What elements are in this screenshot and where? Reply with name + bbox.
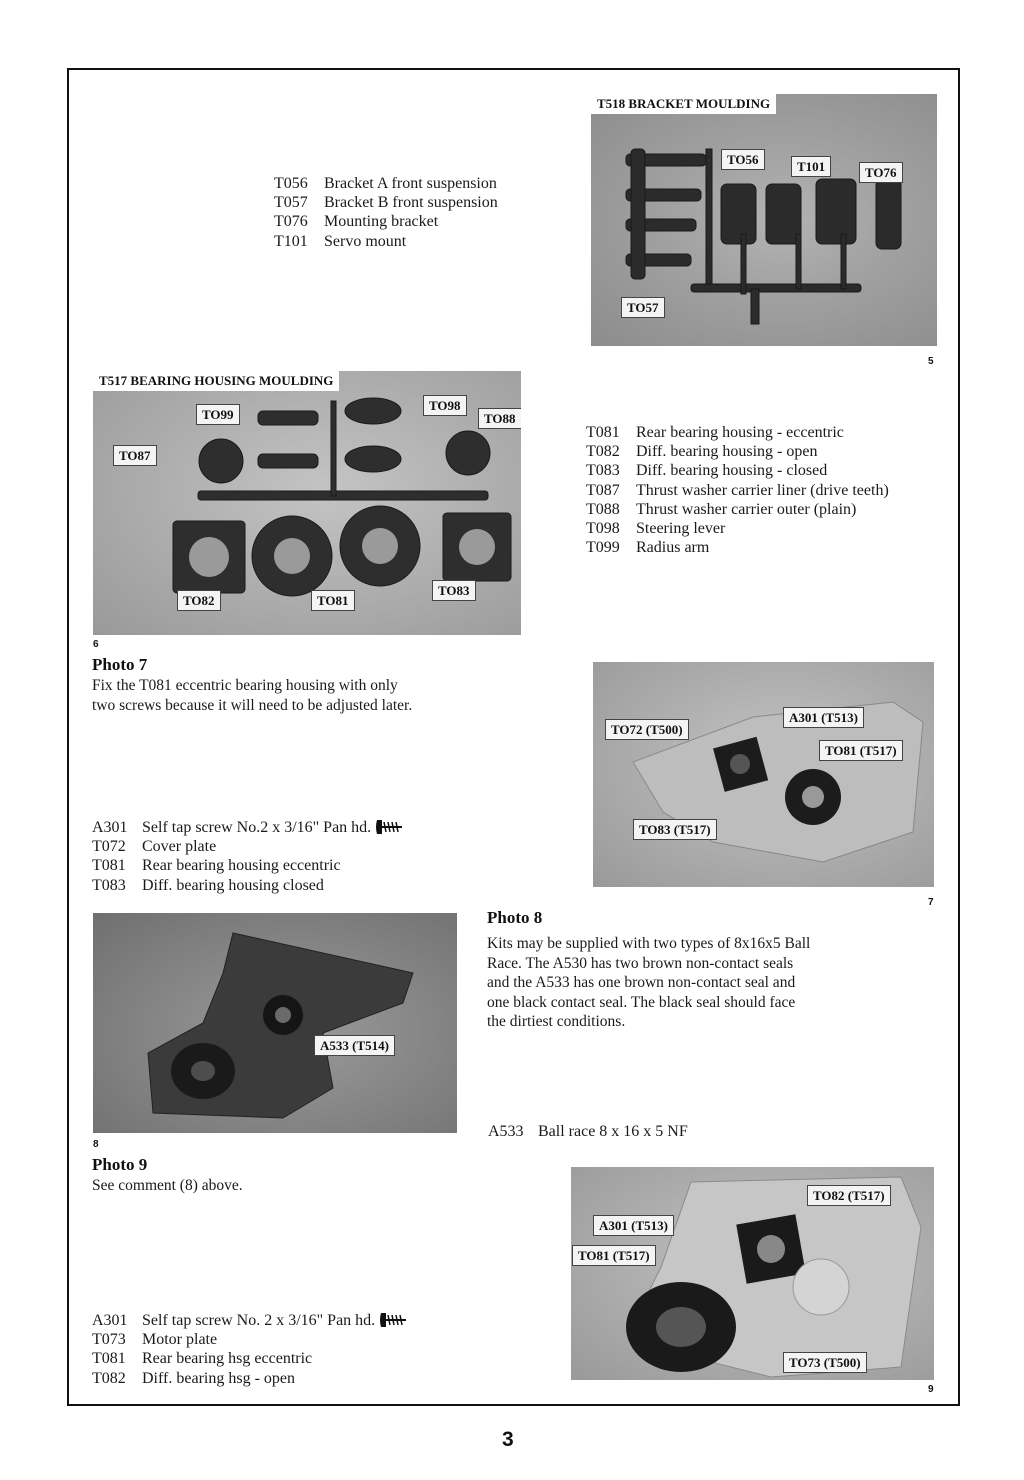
part-row: [92, 818, 403, 837]
photo-9-title: Photo 9: [92, 1155, 148, 1174]
part-desc: Rear bearing hsg eccentric: [142, 1350, 313, 1368]
label-t056: TO56: [721, 149, 765, 170]
photo-title-tag: T518 BRACKET MOULDING: [591, 94, 776, 114]
part-desc: Self tap screw No. 2 x 3/16" Pan hd.: [142, 1312, 376, 1329]
label-t076: TO76: [859, 162, 903, 183]
text-line: two screws because it will need to be adjusted later.: [92, 696, 413, 714]
label-t087: TO87: [113, 445, 157, 466]
photo-bracket-moulding: [591, 94, 937, 346]
part-code: A533: [488, 1123, 524, 1140]
part-code: T087: [586, 481, 620, 499]
screw-icon: [379, 1311, 407, 1329]
photo-8-title: Photo 8: [487, 908, 543, 927]
label-t057: TO57: [621, 297, 665, 318]
photo-9-image: [571, 1167, 934, 1380]
label-a301: A301 (T513): [593, 1215, 674, 1236]
photo-9-text: See comment (8) above.: [92, 1177, 243, 1194]
part-row: [92, 1330, 407, 1349]
part-code: T083: [586, 462, 620, 480]
part-row: [92, 856, 403, 875]
part-row: [586, 538, 889, 557]
part-code: T083: [92, 876, 126, 894]
label-t101: T101: [791, 156, 831, 177]
label-t073: TO73 (T500): [783, 1352, 867, 1373]
part-row: [488, 1122, 688, 1141]
part-row: [274, 174, 498, 193]
photo-7-title: Photo 7: [92, 655, 148, 674]
label-t081: TO81 (T517): [819, 740, 903, 761]
part-desc: Diff. bearing housing - closed: [636, 462, 828, 480]
figure-number: 5: [928, 356, 934, 367]
part-row: [586, 481, 889, 500]
part-desc: Thrust washer carrier liner (drive teeth): [636, 481, 889, 499]
photo-8-image: [93, 913, 457, 1133]
part-code: T082: [92, 1369, 126, 1387]
text-line: Fix the T081 eccentric bearing housing with only: [92, 677, 398, 694]
photo-7-image: [593, 662, 934, 887]
figure-number: 8: [93, 1139, 99, 1150]
part-desc: Bracket B front suspension: [324, 194, 498, 212]
part-code: T056: [274, 175, 308, 192]
part-row: [586, 461, 889, 480]
part-row: [92, 1311, 407, 1330]
part-code: T073: [92, 1331, 126, 1349]
part-code: T076: [274, 213, 308, 231]
part-code: A301: [92, 1312, 128, 1329]
part-desc: Diff. bearing hsg - open: [142, 1369, 295, 1387]
ball-race-image: [93, 913, 457, 1133]
photo-title-tag: T517 BEARING HOUSING MOULDING: [93, 371, 339, 391]
part-desc: Diff. bearing housing closed: [142, 876, 324, 894]
label-t088: TO88: [478, 408, 521, 429]
part-code: T081: [586, 424, 620, 441]
part-code: T081: [92, 1350, 126, 1368]
part-code: T082: [586, 443, 620, 461]
parts-list-9: [92, 1311, 407, 1388]
part-desc: Steering lever: [636, 520, 726, 538]
part-row: [274, 232, 498, 251]
part-desc: Ball race 8 x 16 x 5 NF: [538, 1123, 688, 1140]
part-row: [92, 876, 403, 895]
screw-icon: [375, 818, 403, 836]
label-t072: TO72 (T500): [605, 719, 689, 740]
label-t081: TO81 (T517): [572, 1245, 656, 1266]
text-line: Kits may be supplied with two types of 8x16x5 Ball: [487, 935, 811, 952]
label-t083: TO83: [432, 580, 476, 601]
text-line: and the A533 has one brown non-contact seal and: [487, 974, 796, 991]
part-code: T081: [92, 857, 126, 875]
part-row: [92, 837, 403, 856]
parts-list-5: [274, 174, 498, 251]
cover-plate-image: [593, 662, 934, 887]
figure-number: 6: [93, 639, 99, 650]
part-row: [92, 1369, 407, 1388]
parts-list-7: [92, 818, 403, 895]
part-code: T088: [586, 500, 620, 518]
part-desc: Cover plate: [142, 838, 217, 856]
photo-7-text: [92, 676, 412, 715]
part-row: [586, 423, 889, 442]
part-code: T057: [274, 194, 308, 212]
part-desc: Bracket A front suspension: [324, 175, 497, 192]
part-desc: Radius arm: [636, 539, 710, 557]
parts-list-8: [488, 1122, 688, 1141]
part-row: [586, 500, 889, 519]
photo-8-text: [487, 934, 810, 1032]
figure-number: 7: [928, 897, 934, 908]
text-line: Race. The A530 has two brown non-contact seals: [487, 954, 794, 972]
parts-list-6: [586, 423, 889, 557]
part-code: T072: [92, 838, 126, 856]
label-t098: TO98: [423, 395, 467, 416]
part-code: T101: [274, 232, 308, 250]
part-desc: Rear bearing housing - eccentric: [636, 424, 844, 441]
part-code: T098: [586, 520, 620, 538]
part-code: T099: [586, 539, 620, 557]
label-a301: A301 (T513): [783, 707, 864, 728]
label-a533: A533 (T514): [314, 1035, 395, 1056]
part-row: [274, 212, 498, 231]
part-desc: Thrust washer carrier outer (plain): [636, 500, 857, 518]
page-number: 3: [502, 1428, 514, 1451]
label-t083: TO83 (T517): [633, 819, 717, 840]
part-row: [586, 442, 889, 461]
part-desc: Servo mount: [324, 232, 407, 250]
part-desc: Mounting bracket: [324, 213, 439, 231]
figure-number: 9: [928, 1384, 934, 1395]
part-row: [586, 519, 889, 538]
part-row: [274, 193, 498, 212]
part-row: [92, 1349, 407, 1368]
part-desc: Motor plate: [142, 1331, 218, 1349]
label-t082: TO82 (T517): [807, 1185, 891, 1206]
part-desc: Diff. bearing housing - open: [636, 443, 818, 461]
text-line: one black contact seal. The black seal should face: [487, 993, 796, 1011]
part-code: A301: [92, 819, 128, 836]
label-t082: TO82: [177, 590, 221, 611]
label-t081: TO81: [311, 590, 355, 611]
part-desc: Self tap screw No.2 x 3/16" Pan hd.: [142, 819, 372, 836]
part-desc: Rear bearing housing eccentric: [142, 857, 341, 875]
text-line: the dirtiest conditions.: [487, 1013, 626, 1030]
label-t099: TO99: [196, 404, 240, 425]
photo-bearing-housing-moulding: [93, 371, 521, 635]
